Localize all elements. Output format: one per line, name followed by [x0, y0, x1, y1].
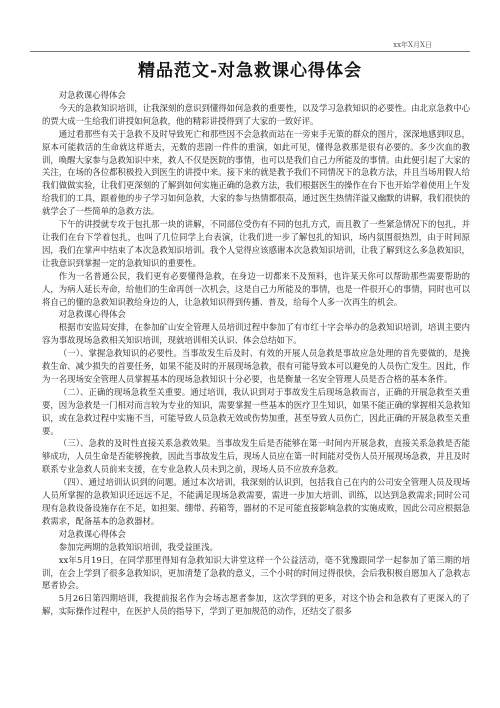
header-divider — [30, 51, 470, 52]
body-paragraph: （三）、急救的及时性直接关系急救效果。当事故发生后是否能够在第一时间内开展急救，直接关系急救是否能够成功，人员生命是否能够挽救，因此当事故发生后，现场人员应在第一时间能对受伤人员开展现场急救，并且及时联系专业急救人员前来支援，在专业急救人员未到之前，现场人员不应放弃急救。 — [42, 438, 470, 475]
body-paragraph: 参加完两期的急救知识培训，我受益匪浅。 — [58, 541, 218, 552]
body-paragraph: （四）、通过培训认识到的问题。通过本次培训，我深刻的认识到，包括我自己在内的公司安全管理人员及现场人员所掌握的急救知识还远远不足，不能满足现场急救需要，需进一步加大培训、训练，以达到急救需求;同时公司现有急救设备设施存在不足，如担架、绷带、药箱等，器材的不足可能直接影响急救的实施成败，因此公司应根据急救需求，配备基本的急救器材。 — [42, 477, 470, 526]
body-paragraph: （二）、正确的现场急救至关重要。通过培训，我认识到对于事故发生后现场急救而言，正确的开展急救至关重要，因为急救是一门相对而言较为专业的知识，需要掌握一些基本的医疗卫生知识，如果不能正确的掌握相关急救知识，或在急救过程中实施不当，可能导致人员急救无效或伤势加重，甚至导致人员伤亡，因此正确的开展急救至关重要。 — [42, 386, 470, 436]
document-body — [42, 89, 470, 618]
section-heading: 对急救课心得体会 — [58, 90, 126, 100]
body-paragraph: 作为一名普通公民，我们更有必要懂得急救，在身边一切都来不及预料，也许某天你可以帮助那些需要帮助的人，为病人延长寿命，给他们的生命再创一次机会，这是自己力所能及的事情，也是一件很开心的事情，同时也可以将自己的懂的急救知识教给身边的人，让急救知识得到传播、普及，给每个人多一次再生的机会。 — [42, 270, 470, 307]
body-paragraph: xx年5月19日，在同学那里得知有急救知识大讲堂这样一个公益活动，毫不犹豫跟同学一起参加了第三期的培训，在会上学到了很多急救知识，更加清楚了急救的意义，三个小时的时间过得很快，会后我积极自愿加入了急救志愿者协会。 — [42, 554, 470, 591]
section-heading: 对急救课心得体会 — [58, 309, 126, 320]
document-title: 精品范文-对急救课心得体会 — [137, 61, 363, 81]
body-paragraph: 通过看那些有关于急救不及时导致死亡和那些因不会急救而站在一旁束手无策的群众的图片，深深地感到叹息，原本可能救活的生命就这样逝去，无数的悲剧一件件的重演，如此可见，懂得急救那是很有必要的。多少次血的教训，唤醒大家参与急救知识中来，救人不仅是医院的事情，也可以是我们自己力所能及的事情。由此便引起了大家的关注，在场的各位都积极投入到医生的讲授中来。接下来的就是教予我们不同情况下的急救方法，并且当场用假人给我们做做实验，让我们更深刻的了解到如何实施正确的急救方法，我们根据医生的操作在台下也开始学着使用上午发给我们的工具，跟着他的步子学习如何急救，大家的参与热情都很高，通过医生热情洋溢又幽默的讲解，我们很快的就学会了一些简单的急救方法。 — [42, 128, 470, 217]
body-paragraph: 下午的讲授就专攻于包扎那一块的讲解，不同部位受伤有不同的包扎方式，而且教了一些紧急情况下的包扎，并让我们在台下学着包扎，也叫了几位同学上台表演，让我们进一步了解包扎的知识，场内氛围很热烈，由于时间原因，我们在掌声中结束了本次急救知识培训。我个人觉得应该感谢本次急救知识培训，让我了解到这么多急救知识，让我意识到掌握一定的急救知识的重要性。 — [42, 219, 470, 268]
body-paragraph: 根据市安监局安排，在参加矿山安全管理人员培训过程中参加了有市红十字会举办的急救知识培训，培训主要内容为事故现场急救相关知识培训，现就培训相关认识、体会总结如下。 — [42, 322, 470, 346]
body-paragraph: 今天的急救知识培训，让我深刻的意识到懂得如何急救的重要性，以及学习急救知识的必要性。由北京急救中心的贾大成一生给我们讲授如何急救，他的精彩讲授得到了大家的一致好评。 — [42, 102, 470, 126]
header-date: xx年X月X日 — [393, 41, 432, 49]
body-paragraph: 5月26日第四期培训，我提前报名作为会场志愿者参加，这次学到的更多，对这个协会和急救有了更深入的了解，实际操作过程中，在医护人员的指导下，学到了更加规范的动作，还结交了很多 — [42, 593, 470, 617]
body-paragraph: （一）、掌握急救知识的必要性。当事故发生后及时、有效的开展人员急救是事故应急处理的首先要做的，是挽救生命、减少损失的首要任务，如果不能及时的开展现场急救，很有可能导致本可以避免的人员伤亡发生。因此，作为一名现场安全管理人员掌握基本的现场急救知识十分必要，也是衡量一名安全管理人员是否合格的基本条件。 — [42, 348, 470, 384]
section-heading: 对急救课心得体会 — [58, 528, 126, 539]
